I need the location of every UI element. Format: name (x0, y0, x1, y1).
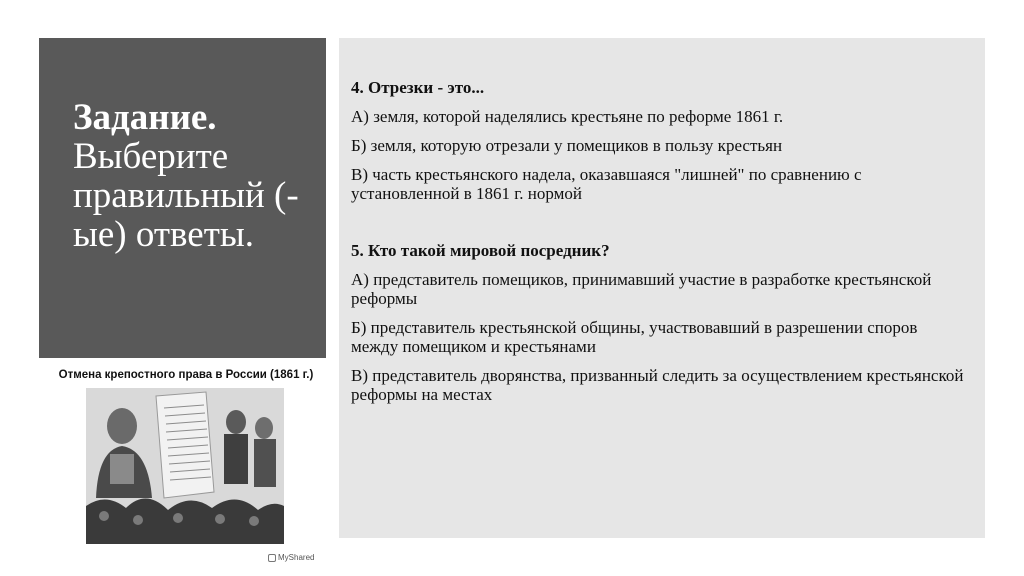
spacer (351, 213, 965, 241)
title-panel (39, 38, 326, 358)
questions-panel (339, 38, 985, 538)
historical-collage-image (86, 388, 284, 544)
title-lead: Задание. (73, 97, 217, 138)
watermark-text: MyShared (278, 553, 315, 562)
title-rest: Выберите правильный (-ые) ответы. (73, 136, 299, 255)
watermark (268, 553, 314, 562)
question-4-option-b: Б) земля, которую отрезали у помещиков в пользу крестьян (351, 136, 783, 155)
image-caption: Отмена крепостного права в России (1861 г.) (58, 369, 314, 381)
question-5-title: 5. Кто такой мировой посредник? (351, 241, 610, 260)
question-4-option-a: А) земля, которой наделялись крестьяне по реформе 1861 г. (351, 107, 784, 126)
question-4-option-c: В) часть крестьянского надела, оказавшаяся "лишней" по сравнению с установленной в 1861 г. нормой (351, 165, 862, 203)
question-5-option-c: В) представитель дворянства, призванный следить за осуществлением крестьянской реформы на местах (351, 366, 964, 404)
myshared-logo-icon (268, 554, 276, 562)
question-4-title: 4. Отрезки - это... (351, 78, 485, 97)
question-5-option-a: А) представитель помещиков, принимавший участие в разработке крестьянской реформы (351, 270, 932, 308)
question-5-option-b: Б) представитель крестьянской общины, участвовавший в разрешении споров между помещиком и крестьянами (351, 318, 918, 356)
